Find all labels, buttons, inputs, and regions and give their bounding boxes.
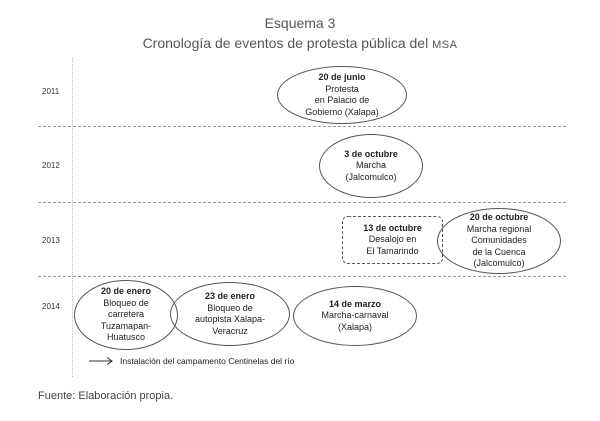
- event-text-line: Desalojo en: [368, 234, 417, 245]
- year-label-2011: 2011: [42, 87, 60, 96]
- year-label-2014: 2014: [42, 302, 60, 311]
- event-text-line: (Jalcomulco): [473, 258, 525, 269]
- event-2014-01-20: [74, 280, 178, 350]
- event-text-line: Protesta: [325, 83, 359, 94]
- figure-title: Esquema 3: [264, 15, 336, 31]
- event-text-line: Bloqueo de: [207, 302, 253, 313]
- row-divider-2011-2012: [38, 126, 566, 127]
- event-date: 20 de enero: [100, 286, 152, 297]
- event-text-line: Bloqueo de: [103, 297, 149, 308]
- figure-subtitle: [0, 34, 600, 54]
- year-label-2012: 2012: [42, 161, 60, 170]
- legend: [88, 356, 294, 366]
- event-2012-10-03: [319, 134, 423, 198]
- event-text-line: El Tamarindo: [366, 245, 419, 256]
- event-text-line: Veracruz: [212, 325, 248, 336]
- event-text-line: Huatusco: [106, 332, 146, 343]
- event-2013-10-13: [342, 216, 443, 264]
- event-text-line: Comunidades: [471, 235, 527, 246]
- event-text-line: Marcha regional: [466, 223, 532, 234]
- subtitle-acronym: MSA: [432, 39, 458, 51]
- figure-header: [0, 14, 600, 54]
- event-date: 13 de octubre: [363, 222, 422, 233]
- event-date: 23 de enero: [204, 291, 256, 301]
- event-text-line: en Palacio de: [314, 95, 370, 105]
- year-axis-divider: [72, 58, 73, 377]
- year-label-2013: 2013: [42, 236, 60, 245]
- subtitle-text: Cronología de eventos de protesta pública del: [142, 35, 433, 51]
- event-date: 20 de octubre: [469, 212, 529, 223]
- event-2013-10-20: [437, 208, 561, 274]
- event-text-line: autopista Xalapa-: [194, 314, 266, 324]
- source-note: Fuente: Elaboración propia.: [38, 390, 174, 402]
- event-date: 3 de octubre: [344, 148, 398, 159]
- legend-label: Instalación del campamento Centinelas del río: [120, 356, 295, 366]
- row-divider-2012-2013: [38, 202, 566, 203]
- event-date: 20 de junio: [318, 72, 366, 82]
- event-text-line: de la Cuenca: [472, 246, 526, 257]
- event-2014-03-14: [293, 286, 417, 346]
- event-date: 14 de marzo: [328, 298, 382, 309]
- event-text-line: Tuzamapan-: [100, 320, 152, 331]
- event-text-line: (Xalapa): [337, 321, 373, 332]
- event-2011-06-20: [277, 66, 407, 124]
- event-2014-01-23: [170, 282, 290, 346]
- row-divider-2013-2014: [38, 276, 566, 277]
- event-text-line: Marcha-carnaval: [321, 310, 389, 321]
- event-text-line: (Jalcomulco): [345, 171, 397, 182]
- event-text-line: Marcha: [355, 160, 386, 171]
- event-text-line: carretera: [107, 309, 144, 320]
- event-text-line: Gobierno (Xalapa): [305, 106, 379, 117]
- arrow-right-icon: [88, 356, 114, 366]
